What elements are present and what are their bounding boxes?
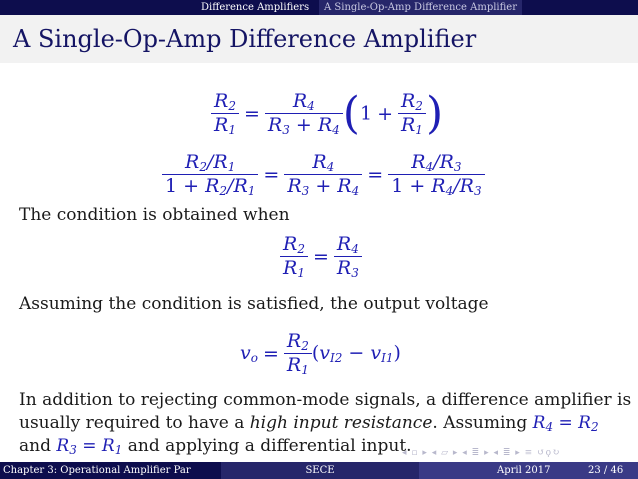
footer-right: [419, 462, 638, 479]
condition-text: The condition is obtained when: [19, 205, 290, 225]
fraction: $\frac{R_2}{R_1}$: [284, 330, 312, 377]
footer-institution: SECE: [221, 462, 419, 479]
nav-subsection-icon[interactable]: ◂ ▱ ▸: [431, 448, 459, 458]
footer-page-number: 23 / 46: [588, 465, 624, 476]
fraction: $\frac{R_4}{R_3 + R_4}$: [265, 90, 343, 137]
equation-4: $v_o$ = $\frac{R_2}{R_1}$ $(v_{I2} - v_{I1})$: [240, 330, 401, 377]
footer-chapter: Chapter 3: Operational Amplifier Par: [0, 462, 221, 479]
fraction: $\frac{R_2}{R_1}$: [398, 90, 426, 137]
fraction: $\frac{R_2/R_1}{1 + R_2/R_1}$: [162, 151, 258, 198]
equation-2: $\frac{R_2/R_1}{1 + R_2/R_1}$ = $\frac{R_4}{R_3 + R_4}$ = $\frac{R_4/R_3}{1 + R_4/R_3}$: [162, 151, 485, 198]
fraction: $\frac{R_4}{R_3 + R_4}$: [284, 151, 362, 198]
footer-bar: [0, 462, 638, 479]
fraction: $\frac{R_4/R_3}{1 + R_4/R_3}$: [388, 151, 484, 198]
assuming-text: Assuming the condition is satisfied, the output voltage: [19, 294, 489, 314]
navigation-controls: [402, 448, 561, 458]
subsection-link[interactable]: A Single-Op-Amp Difference Amplifier: [319, 0, 522, 15]
equation-3: $\frac{R_2}{R_1}$ = $\frac{R_4}{R_3}$: [280, 233, 362, 280]
fraction: $\frac{R_2}{R_1}$: [280, 233, 308, 280]
paragraph-line-2: usually required to have a high input resistance. Assuming $R_4 = R_2$: [19, 413, 599, 434]
footer-date: April 2017: [497, 465, 551, 476]
paragraph-line-3: and $R_3 = R_1$ and applying a differential input.: [19, 436, 412, 457]
paragraph-line-1: In addition to rejecting common-mode signals, a difference amplifier is: [19, 390, 632, 410]
equation-1: $\frac{R_2}{R_1}$ = $\frac{R_4}{R_3 + R_4}$ (1 + $\frac{R_2}{R_1}$ ): [211, 88, 443, 139]
nav-search-icon[interactable]: ↺ϙ↻: [537, 448, 561, 458]
nav-align-icon[interactable]: ≡: [524, 448, 534, 458]
fraction: $\frac{R_2}{R_1}$: [211, 90, 239, 137]
nav-section-next-icon[interactable]: ◂ ≣ ▸: [493, 448, 521, 458]
nav-section-prev-icon[interactable]: ◂ ≣ ▸: [462, 448, 490, 458]
header-bar: [0, 0, 638, 15]
fraction: $\frac{R_4}{R_3}$: [334, 233, 362, 280]
nav-frame-prev-icon[interactable]: ◂ ▫ ▸: [402, 448, 428, 458]
slide-title: A Single-Op-Amp Difference Amplifier: [13, 25, 477, 53]
emphasis-text: high input resistance: [249, 413, 433, 433]
section-link[interactable]: Difference Amplifiers: [201, 2, 310, 13]
